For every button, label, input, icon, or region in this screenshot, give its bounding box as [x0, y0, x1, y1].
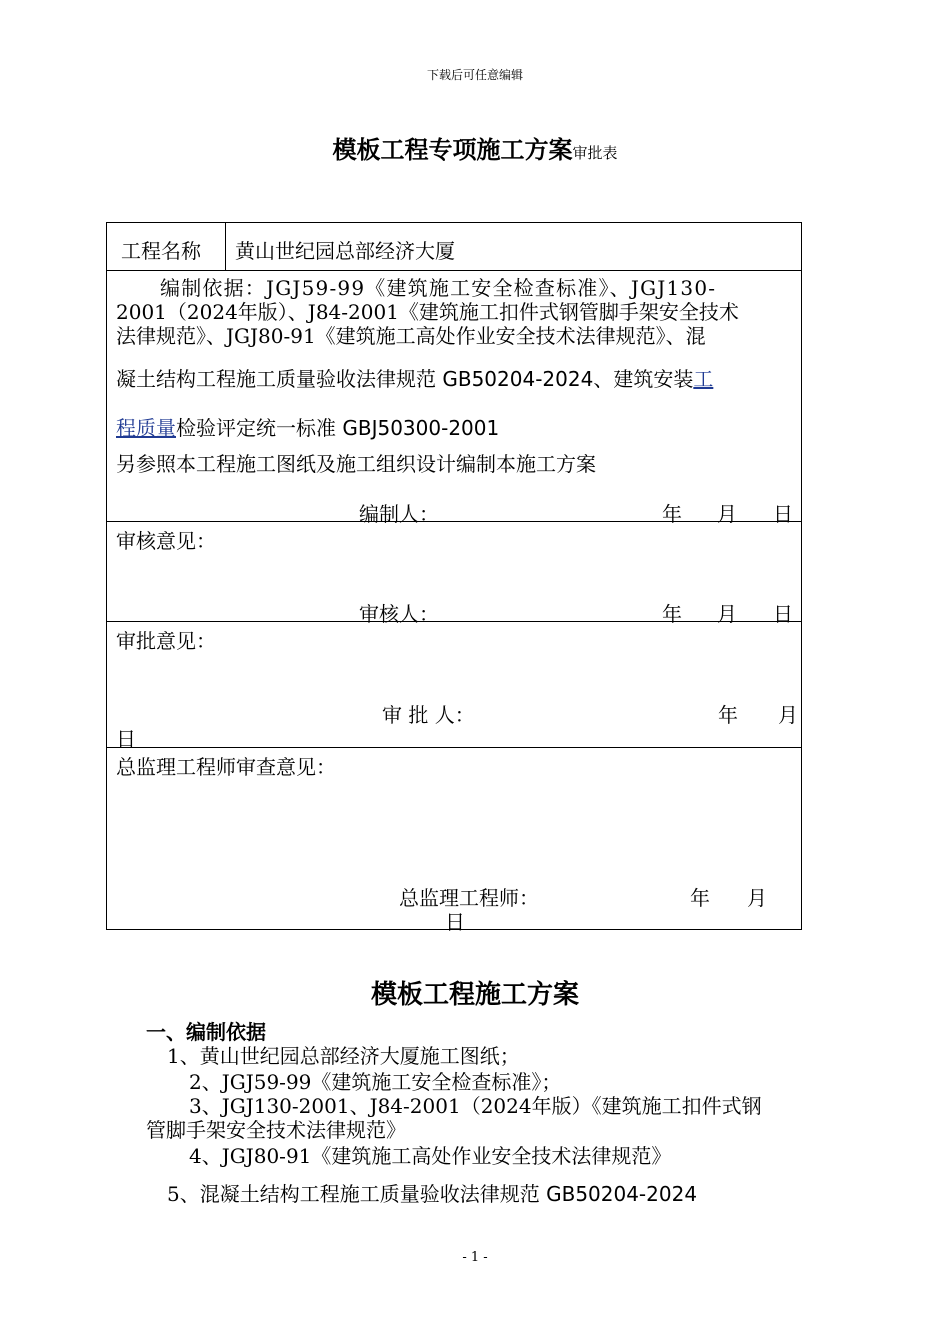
heading-compilation-basis: 一、编制依据 [146, 1020, 266, 1044]
table-divider [107, 621, 801, 622]
approver-label: 审 批 人： [382, 703, 475, 727]
form-title-main: 模板工程专项施工方案 [332, 135, 573, 164]
standard-code: GB50204-2024 [546, 1182, 698, 1206]
project-name-value: 黄山世纪园总部经济大厦 [235, 239, 455, 263]
list-item: 3、JGJ130-2001、J84-2001（2024年版）《建筑施工扣件式钢 [189, 1094, 762, 1118]
basis-line-4-text: 凝土结构工程施工质量验收法律规范 [116, 367, 443, 391]
date-month: 月 [717, 602, 737, 626]
basis-line-4 [116, 363, 713, 392]
table-divider [107, 521, 801, 522]
project-name-label: 工程名称 [121, 239, 201, 263]
standard-code: GB50204-2024 [442, 367, 594, 391]
compiler-label: 编制人： [359, 502, 439, 526]
basis-line-3: 法律规范》、JGJ80-91《建筑施工高处作业安全技术法律规范》、混 [116, 324, 706, 348]
list-item-text: 5、混凝土结构工程施工质量验收法律规范 [167, 1182, 547, 1206]
date-year: 年 [662, 502, 682, 526]
section-title: 模板工程施工方案 [370, 980, 579, 1010]
date-year: 年 [662, 602, 682, 626]
date-year: 年 [718, 703, 738, 727]
date-month: 月 [778, 703, 798, 727]
basis-line-5 [116, 412, 499, 441]
date-year: 年 [690, 886, 710, 910]
basis-line-5-text: 检验评定统一标准 [176, 416, 343, 440]
form-title-suffix: 审批表 [572, 144, 618, 162]
reviewer-label: 审核人： [359, 602, 439, 626]
list-item [167, 1178, 697, 1207]
table-column-divider [225, 223, 226, 270]
date-day: 日 [773, 502, 793, 526]
chief-supervisor-label: 总监理工程师： [399, 886, 539, 910]
list-item: 4、JGJ80-91《建筑施工高处作业安全技术法律规范》 [189, 1144, 672, 1168]
engineering-quality-link[interactable]: 工 [693, 367, 714, 391]
engineering-quality-link-cont[interactable]: 程质量 [116, 416, 176, 440]
page-number: - 1 - [462, 1250, 488, 1265]
date-month: 月 [747, 886, 767, 910]
list-item: 1、黄山世纪园总部经济大厦施工图纸； [167, 1044, 520, 1068]
basis-line-4-tail: 、建筑安装 [593, 367, 694, 391]
supervisor-opinion-label: 总监理工程师审查意见： [116, 755, 336, 779]
list-item: 2、JGJ59-99《建筑施工安全检查标准》； [189, 1070, 562, 1094]
approval-opinion-label: 审批意见： [116, 629, 216, 653]
date-day: 日 [445, 910, 465, 934]
list-item-continuation: 管脚手架安全技术法律规范》 [146, 1118, 406, 1142]
basis-line-2: 2001（2024年版）、J84-2001《建筑施工扣件式钢管脚手架安全技术 [116, 300, 739, 324]
basis-line-6: 另参照本工程施工图纸及施工组织设计编制本施工方案 [116, 452, 596, 476]
standard-code: GBJ50300-2001 [342, 416, 500, 440]
page-header-note: 下载后可任意编辑 [426, 68, 523, 82]
table-divider [107, 270, 801, 271]
basis-line-1: 编制依据：JGJ59-99《建筑施工安全检查标准》、JGJ130- [160, 276, 717, 300]
approval-table [106, 222, 802, 934]
review-opinion-label: 审核意见： [116, 529, 216, 553]
date-day: 日 [773, 602, 793, 626]
date-day: 日 [116, 727, 136, 751]
table-divider [107, 747, 801, 748]
form-title [0, 130, 950, 165]
date-month: 月 [717, 502, 737, 526]
